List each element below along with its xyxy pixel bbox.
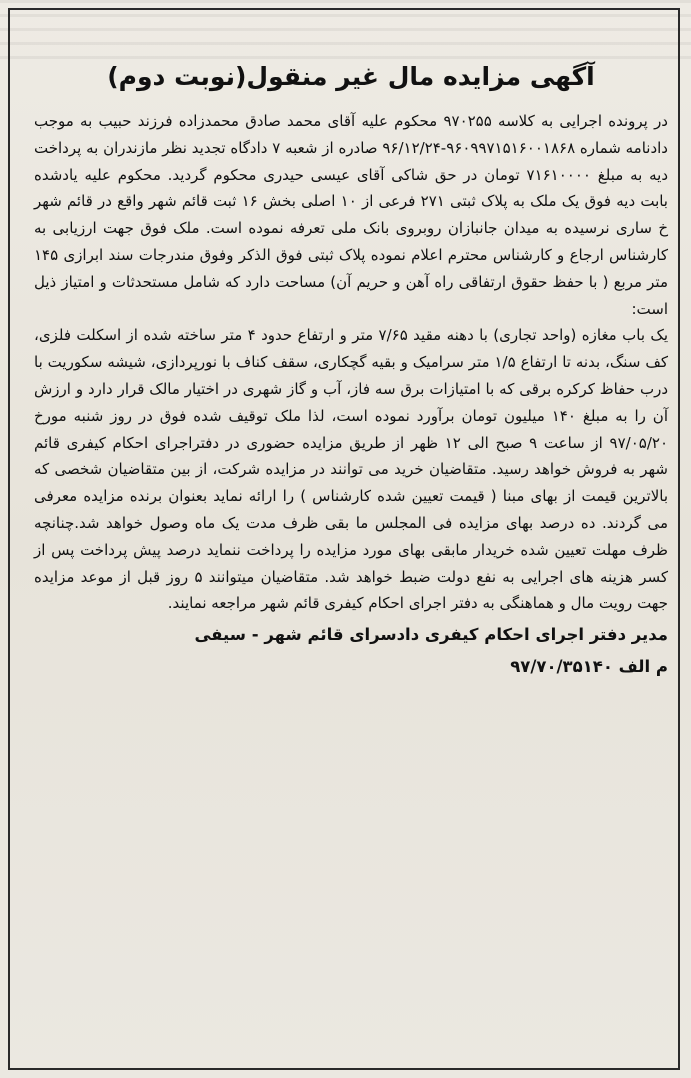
auction-notice xyxy=(34,60,668,681)
reference-number: م الف ۹۷/۷۰/۳۵۱۴۰ xyxy=(510,657,668,677)
signature-line: مدیر دفتر اجرای احکام کیفری دادسرای قائم شهر - سیفی xyxy=(194,625,668,645)
notice-body xyxy=(34,108,668,617)
notice-paragraph-1: در پرونده اجرایی به کلاسه ۹۷۰۲۵۵ محکوم علیه آقای محمد صادق محمدزاده فرزند حبیب به موجب دادنامه شماره ۹۶۰۹۹۷۱۵۱۶۰۰۱۸۶۸-۹۶/۱۲/۲۴ صادره از شعبه ۷ دادگاه تجدید نظر مازندران به پرداخت دیه به مبلغ ۷۱۶۱۰۰۰۰ تومان در حق شاکی آقای عیسی حیدری محکوم گردید. محکوم علیه یادشده بابت دیه فوق یک ملک به پلاک ثبتی ۲۷۱ فرعی از ۱۰ اصلی بخش ۱۶ ثبت قائم شهر واقع در قائم شهر خ ساری نرسیده به میدان جانبازان روبروی بانک ملی تعرفه نموده است. ملک فوق جهت ارزیابی به کارشناس ارجاع و کارشناس محترم اعلام نموده پلاک ثبتی فوق الذکر وفوق مندرجات سند ابرازی ۱۴۵ متر مربع ( با حفظ حقوق ارتفاقی راه آهن و حریم آن) مساحت دارد که شامل مستحدثات و امتیاز ذیل است: xyxy=(34,112,668,318)
notice-title: آگهی مزایده مال غیر منقول(نوبت دوم) xyxy=(107,62,595,91)
notice-paragraph-2: یک باب مغازه (واحد تجاری) با دهنه مقید ۷/۶۵ متر و ارتفاع حدود ۴ متر ساخته شده از اسکلت فلزی، کف سنگ، بدنه تا ارتفاع ۱/۵ متر سرامیک و بقیه گچکاری، سقف کناف با نورپردازی، شیشه سکوریت با درب حفاظ کرکره برقی که با امتیازات برق سه فاز، آب و گاز شهری در اختیار مالک قرار دارد و ارزش آن را به مبلغ ۱۴۰ میلیون تومان برآورد نموده است، لذا ملک توقیف شده فوق در روز شنبه مورخ ۹۷/۰۵/۲۰ از ساعت ۹ صبح الی ۱۲ ظهر از طریق مزایده حضوری در دفتراجرای احکام کیفری قائم شهر به فروش خواهد رسید. متقاضیان خرید می توانند در مزایده شرکت، از بین متقاضیان شخصی که بالاترین قیمت از بهای مبنا ( قیمت تعیین شده کارشناس ) را ارائه نماید بعنوان برنده مزایده معرفی می گردند. ده درصد بهای مزایده فی المجلس ما بقی ظرف مدت یک ماه وصول خواهد شد.چنانچه ظرف مهلت تعیین شده خریدار مابقی بهای مورد مزایده را پرداخت ننماید درصد پیش پرداخت پس از کسر هزینه های اجرایی به نفع دولت ضبط خواهد شد. متقاضیان میتوانند ۵ روز قبل از موعد مزایده جهت رویت مال و هماهنگی به دفتر اجرای احکام کیفری قائم شهر مراجعه نمایند. xyxy=(34,326,668,613)
